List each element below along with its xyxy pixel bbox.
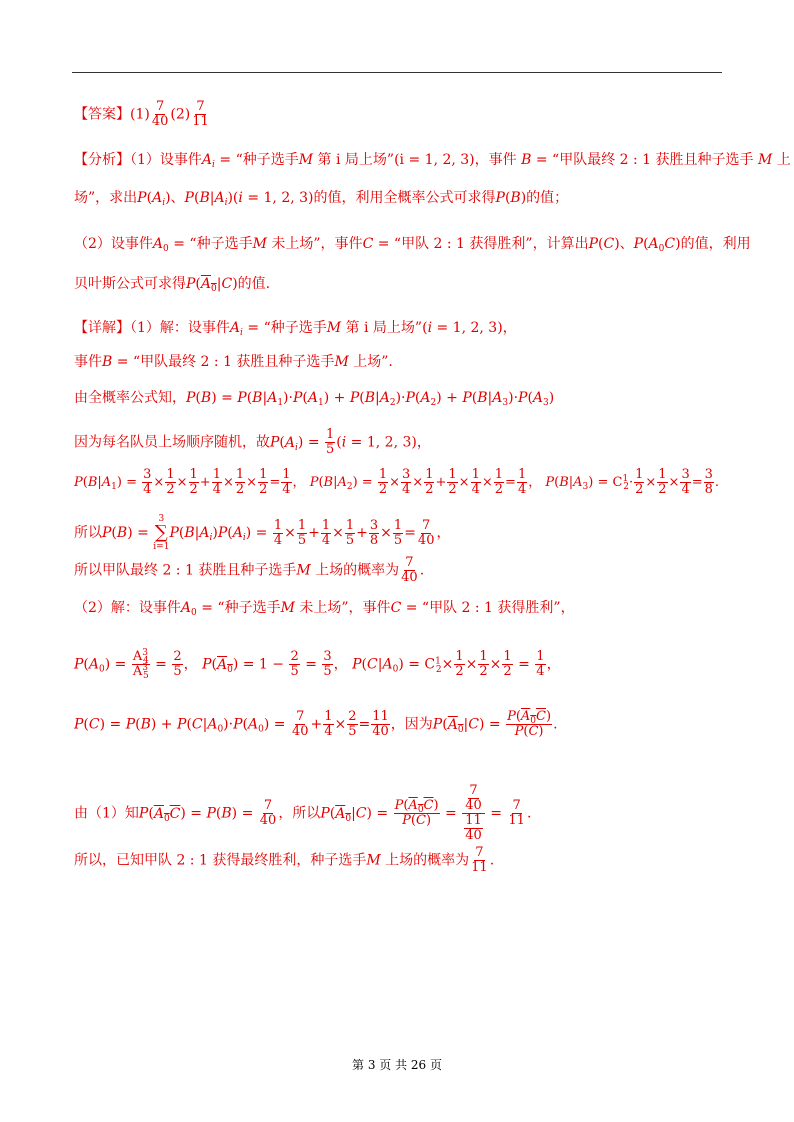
page-footer: 第 3 页 共 26 页 [352,1058,442,1072]
answer-fraction-1: $\frac{7}{40}$ [151,99,169,129]
answer-line: 【答案】(1) $\frac{7}{40}$ (2) $\frac{7}{11}$ [74,99,209,129]
analysis-label: 【分析】 [74,152,130,168]
detail-line-7: 所以甲队最终 2 : 1 获胜且种子选手M 上场的概率为 $\frac{7}{40}$ . [74,555,425,585]
detail-line-10: $P(C) = P(B) + P(C|A_0)\cdot P(A_0)$ = $\frac{7}{40}$ + $\frac{1}{4}$ × $\frac{2}{5}$ = $\frac{11}{40}$ ，因为$P(A_0|C)$ = $\frac{P(A_0C)}{P(C)}$ . [74,709,558,739]
header-rule [72,72,722,73]
detail-line-12: 所以，已知甲队 2 : 1 获得最终胜利，种子选手M 上场的概率为 $\frac{7}{11}$ . [74,845,495,875]
detail-line-3: 由全概率公式知，$P(B) = P(B|A_1)\cdot P(A_1) + P(B|A_2)\cdot P(A_2) + P(B|A_3)\cdot P(A_3)$ [74,390,555,408]
detail-line-4: 因为每名队员上场顺序随机，故$P(A_i)$ = $\frac{1}{5}$ (i = 1, 2, 3)， [74,427,431,457]
answer-fraction-2: $\frac{7}{11}$ [192,99,209,129]
answer-label: 【答案】 [74,106,130,123]
detail-line-1: 【详解】（1）解：设事件$A_i$ = “种子选手M 第 i 局上场”(i = 1, 2, 3)， [74,320,517,338]
detail-line-2: 事件B = “甲队最终 2 : 1 获胜且种子选手M 上场”. [74,354,393,370]
detail-line-11: 由（1）知$P(A_0C) = P(B)$ = $\frac{7}{40}$ ，所以$P(A_0|C)$ = $\frac{P(A_0C)}{P(C)}$ = $\frac{\frac{7}{40}}{\frac{11}{40}}$ = $\frac{7}{11}$ . [74,783,532,843]
detail-label: 【详解】 [74,320,130,336]
detail-line-8: （2）解：设事件$A_0$ = “种子选手M 未上场”，事件C = “甲队 2 : 1 获得胜利”， [74,600,575,618]
analysis-line-4: 贝叶斯公式可求得$P(A_0|C)$的值. [74,276,271,294]
analysis-line-2: 场”，求出$P(A_i)$、$P(B|A_i)(i = 1$, 2, 3)的值，利用全概率公式可求得P(B)的值； [74,190,569,208]
analysis-line-1: 【分析】（1）设事件$A_i$ = “种子选手M 第 i 局上场”(i = 1, 2, 3)，事件 B = “甲队最终 2 : 1 获胜且种子选手 M 上 [74,152,791,170]
detail-line-9: $P(A_0)$ = $\frac{A^3_4}{A^3_5}$ = $\frac{2}{5}$ ， $P(A_0) = 1$ − $\frac{2}{5}$ = $\frac{3}{5}$ ， $P(C|A_0) = C^1_2\times$ $\frac{1}{2}$ × $\frac{1}{2}$ × $\frac{1}{2}$ = $\frac{1}{4}$ ， [74,648,561,681]
detail-line-5: $P(B|A_1)$ = $\frac{3}{4}$ × $\frac{1}{2}$ × $\frac{1}{2}$ + $\frac{1}{4}$ × $\frac{1}{2}$ × $\frac{1}{2}$ = $\frac{1}{4}$ ， $P(B|A_2)$ = $\frac{1}{2}$ × $\frac{3}{4}$ × $\frac{1}{2}$ + $\frac{1}{2}$ × $\frac{1}{4}$ × $\frac{1}{2}$ = $\frac{1}{4}$ ， $P(B|A_3) = C^1_2\cdot$ $\frac{1}{2}$ × $\frac{1}{2}$ × $\frac{3}{4}$ = $\frac{3}{8}$ . [74,467,720,497]
detail-line-6: 所以P(B) = 3 ∑ i=1 $P(B|A_i)P(A_i)$ = $\frac{1}{4}$ × $\frac{1}{5}$ + $\frac{1}{4}$ × $\frac{1}{5}$ + $\frac{3}{8}$ × $\frac{1}{5}$ = $\frac{7}{40}$ ， [74,514,451,552]
analysis-line-3: （2）设事件$A_0$ = “种子选手M 未上场”，事件C = “甲队 2 : 1 获得胜利”，计算出P(C)、$P(A_0C)$的值，利用 [74,236,751,254]
